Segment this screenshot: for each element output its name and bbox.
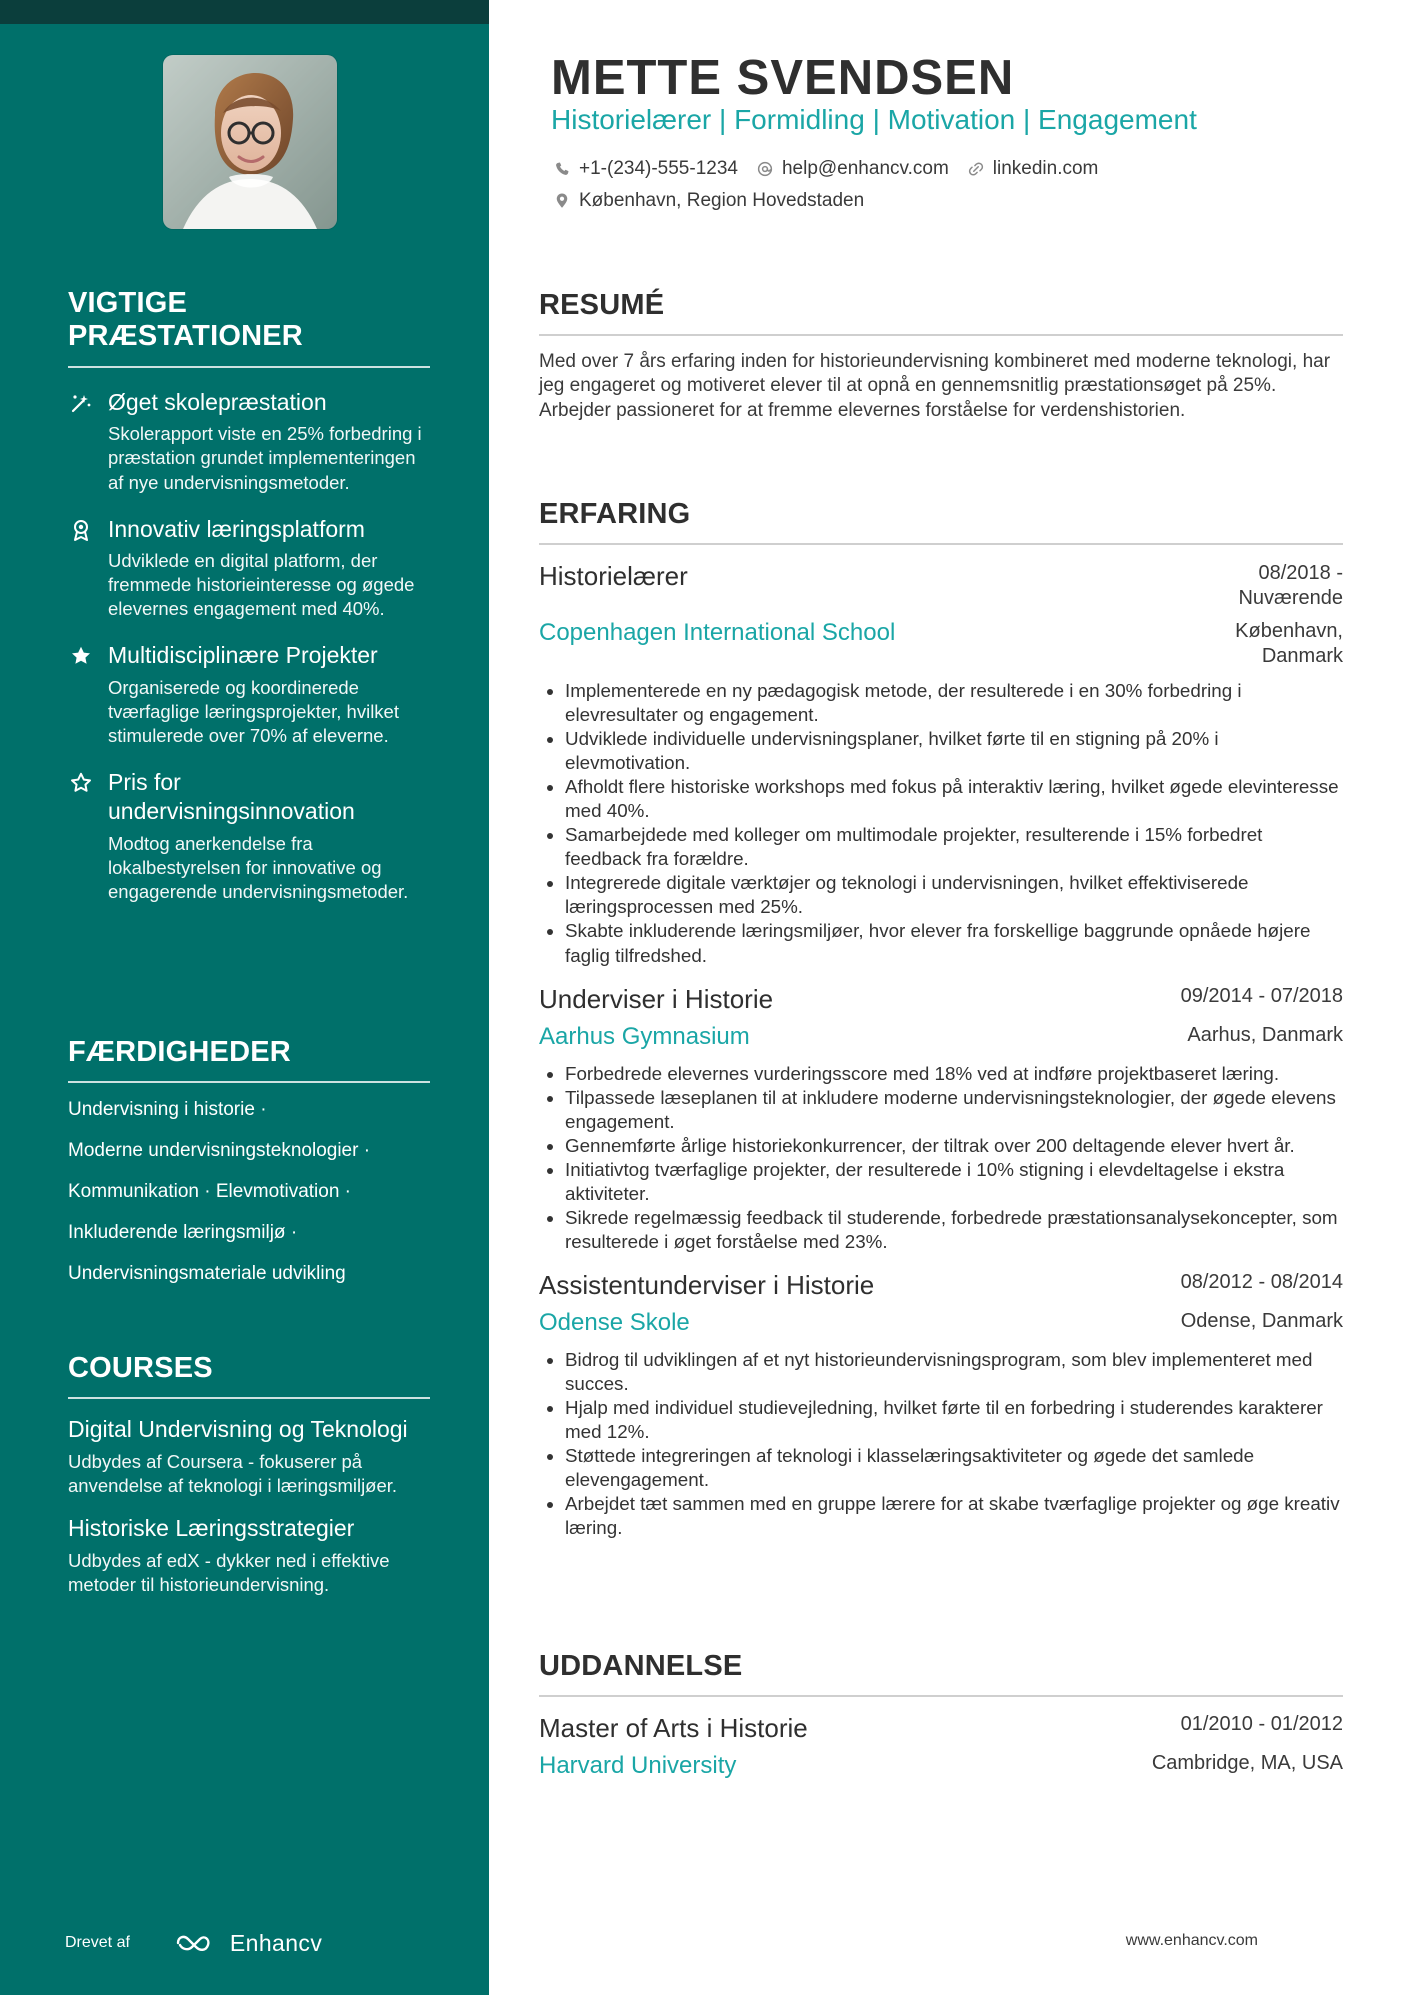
- job-location: Aarhus, Danmark: [1187, 1023, 1343, 1046]
- sidebar-top-bar: [0, 0, 489, 24]
- skills-section: [68, 1036, 430, 1303]
- job-company: Odense Skole: [539, 1309, 690, 1337]
- location-text: København, Region Hovedstaden: [579, 190, 865, 211]
- skills-list: [68, 1099, 430, 1285]
- resume-heading: RESUMÉ: [539, 289, 1343, 336]
- skill-row: Inkluderende læringsmiljø ·: [68, 1221, 298, 1243]
- job-company: Aarhus Gymnasium: [539, 1022, 750, 1050]
- bullet-item: • Sikrede regelmæssig feedback til studerende, forbedrede præstationsanalysekoncepter, som resulterede i øget forståelse med 23%.: [565, 1206, 1343, 1254]
- candidate-tagline: Historielærer | Formidling | Motivation | Engagement: [551, 104, 1197, 135]
- location-pin-icon: [553, 192, 571, 210]
- achievements-section: [68, 287, 430, 904]
- skill-row: Moderne undervisningsteknologier ·: [68, 1140, 371, 1162]
- brand-name: Enhancv: [229, 1929, 323, 1956]
- contact-line: [553, 158, 1313, 180]
- achievement-description: Udviklede en digital platform, der fremmede historieinteresse og øgede elevernes engagement med 40%.: [108, 550, 415, 620]
- site-footer[interactable]: www.enhancv.com: [1125, 1932, 1258, 1949]
- powered-by-text: Drevet af: [65, 1934, 130, 1951]
- job-bullets: [539, 679, 1343, 968]
- bullet-item: • Arbejdet tæt sammen med en gruppe lærere for at skabe tværfaglige projekter og øge kreativ læring.: [565, 1492, 1343, 1540]
- job-role: Historielærer: [539, 561, 688, 591]
- achievement-description: Modtog anerkendelse fra lokalbestyrelsen for innovative og engagerende undervisningsmetoder.: [108, 832, 409, 902]
- bullet-item: • Forbedrede elevernes vurderingsscore med 18% ved at indføre projektbaseret læring.: [565, 1062, 1343, 1086]
- star-outline-icon: [68, 770, 94, 796]
- education-degree: Master of Arts i Historie: [539, 1713, 808, 1743]
- course-title: Digital Undervisning og Teknologi: [68, 1416, 408, 1443]
- job-role: Underviser i Historie: [539, 983, 774, 1014]
- main-content: [539, 0, 1343, 1995]
- linkedin-contact[interactable]: [967, 158, 1099, 180]
- job-bullets: [539, 1348, 1343, 1540]
- sidebar-footer: [65, 1925, 425, 1961]
- candidate-name: METTE SVENDSEN: [551, 51, 1015, 105]
- achievement-title: Innovativ læringsplatform: [108, 515, 365, 542]
- courses-heading: COURSES: [68, 1352, 430, 1399]
- achievement-title: Multidisciplinære Projekter: [108, 642, 378, 669]
- job-head: [539, 561, 1343, 611]
- email-text: help@enhancv.com: [781, 158, 949, 179]
- courses-section: [68, 1352, 430, 1597]
- bullet-item: • Samarbejdede med kolleger om multimodale projekter, resulterende i 15% forbedret feedback fra forældre.: [565, 823, 1343, 871]
- job-item: [539, 561, 1343, 968]
- job-head: [539, 1270, 1343, 1301]
- job-role: Assistentunderviser i Historie: [539, 1269, 875, 1300]
- link-icon: [967, 160, 985, 178]
- phone-icon: [553, 160, 571, 178]
- bullet-item: • Implementerede en ny pædagogisk metode, der resulterede i en 30% forbedring i elevresultater og engagement.: [565, 679, 1343, 727]
- job-location: Odense, Danmark: [1180, 1310, 1343, 1333]
- enhancv-logo: [174, 1930, 322, 1957]
- achievement-description: Skolerapport viste en 25% forbedring i præstation grundet implementeringen af nye undervisningsmetoder.: [108, 423, 422, 493]
- job-dates: 08/2018 - Nuværende: [1238, 562, 1343, 609]
- skill-row: Undervisning i historie ·: [68, 1099, 267, 1121]
- course-description: Udbydes af Coursera - fokuserer på anvendelse af teknologi i læringsmiljøer.: [68, 1451, 398, 1497]
- education-location: Cambridge, MA, USA: [1151, 1752, 1343, 1774]
- achievement-item: [68, 641, 430, 748]
- job-item: [539, 984, 1343, 1254]
- achievement-body: [108, 641, 430, 748]
- education-heading: UDDANNELSE: [539, 1650, 1343, 1697]
- job-location: København, Danmark: [1235, 620, 1343, 667]
- education-section: [539, 1650, 1343, 1780]
- achievement-item: [68, 388, 430, 495]
- job-subhead: [539, 1023, 1343, 1052]
- bullet-item: • Støttede integreringen af teknologi i klasselæringsaktiviteter og øgede det samlede elevengagement.: [565, 1444, 1343, 1492]
- job-bullets: [539, 1062, 1343, 1254]
- achievement-body: [108, 388, 430, 495]
- education-dates: 01/2010 - 01/2012: [1180, 1713, 1343, 1735]
- course-description: Udbydes af edX - dykker ned i effektive metoder til historieundervisning.: [68, 1549, 390, 1595]
- bullet-item: • Afholdt flere historiske workshops med fokus på interaktiv læring, hvilket øgede elevinteresse med 40%.: [565, 775, 1343, 823]
- education-item: [539, 1713, 1343, 1780]
- phone-contact[interactable]: [553, 158, 738, 180]
- sidebar: [0, 0, 489, 1995]
- course-item: [68, 1514, 430, 1597]
- location-contact: [553, 190, 864, 212]
- job-head: [539, 984, 1343, 1015]
- achievement-title: Pris for undervisningsinnovation: [108, 769, 355, 825]
- bullet-item: • Skabte inkluderende læringsmiljøer, hvor elever fra forskellige baggrunde opnåede højere faglig tilfredshed.: [565, 919, 1343, 967]
- skills-heading: FÆRDIGHEDER: [68, 1036, 430, 1083]
- award-icon: [68, 517, 94, 543]
- achievement-item: [68, 515, 430, 622]
- course-item: [68, 1415, 430, 1498]
- achievements-heading: VIGTIGE PRÆSTATIONER: [68, 287, 430, 368]
- achievement-title: Øget skolepræstation: [108, 388, 327, 415]
- star-filled-icon: [68, 643, 94, 669]
- profile-photo: [163, 55, 337, 229]
- education-school: Harvard University: [539, 1752, 737, 1779]
- job-subhead: [539, 1309, 1343, 1338]
- experience-section: [539, 498, 1343, 1540]
- skill-row: Undervisningsmateriale udvikling: [68, 1262, 346, 1284]
- bullet-item: • Integrerede digitale værktøjer og teknologi i undervisningen, hvilket effektiviserede læringsprocessen med 25%.: [565, 871, 1343, 919]
- bullet-item: • Tilpassede læseplanen til at inkludere moderne undervisningsteknologier, der øgede elevens engagement.: [565, 1086, 1343, 1134]
- resume-section: [539, 289, 1343, 423]
- phone-text: +1-(234)-555-1234: [579, 158, 738, 179]
- achievement-item: [68, 768, 430, 904]
- email-contact[interactable]: [756, 158, 949, 180]
- job-company: Copenhagen International School: [539, 619, 896, 646]
- skill-row: Kommunikation · Elevmotivation ·: [68, 1180, 351, 1202]
- course-title: Historiske Læringsstrategier: [68, 1515, 355, 1542]
- education-head: [539, 1713, 1343, 1744]
- resume-text: Med over 7 års erfaring inden for historieundervisning kombineret med moderne teknologi, har jeg engageret og motiveret elever til at opnå en gennemsnitlig præstationsøget på 25%. Arbejder passioneret for at fremme elevernes forståelse for verdenshistorien.: [539, 351, 1331, 421]
- bullet-item: • Bidrog til udviklingen af et nyt historieundervisningsprogram, som blev implementeret med succes.: [565, 1348, 1343, 1396]
- bullet-item: • Initiativtog tværfaglige projekter, der resulterede i 10% stigning i elevdeltagelse i ekstra aktiviteter.: [565, 1158, 1343, 1206]
- linkedin-text: linkedin.com: [992, 158, 1099, 179]
- bullet-item: • Udviklede individuelle undervisningsplaner, hvilket førte til en stigning på 20% i elevmotivation.: [565, 727, 1343, 775]
- achievement-body: [108, 768, 430, 904]
- achievement-description: Organiserede og koordinerede tværfaglige læringsprojekter, hvilket stimulerede over 70% af eleverne.: [108, 677, 399, 747]
- education-subhead: [539, 1752, 1343, 1780]
- achievement-body: [108, 515, 430, 622]
- bullet-item: • Hjalp med individuel studievejledning, hvilket førte til en forbedring i studerendes karakterer med 12%.: [565, 1396, 1343, 1444]
- job-dates: 09/2014 - 07/2018: [1180, 984, 1343, 1007]
- magic-wand-icon: [68, 390, 94, 416]
- job-subhead: [539, 619, 1343, 669]
- job-dates: 08/2012 - 08/2014: [1180, 1270, 1343, 1293]
- at-icon: [756, 160, 774, 178]
- bullet-item: • Gennemførte årlige historiekonkurrencer, der tiltrak over 200 deltagende elever hvert år.: [565, 1134, 1343, 1158]
- contact-line: [553, 190, 1313, 212]
- contact-info: [553, 158, 1313, 222]
- job-item: [539, 1270, 1343, 1540]
- experience-heading: ERFARING: [539, 498, 1343, 545]
